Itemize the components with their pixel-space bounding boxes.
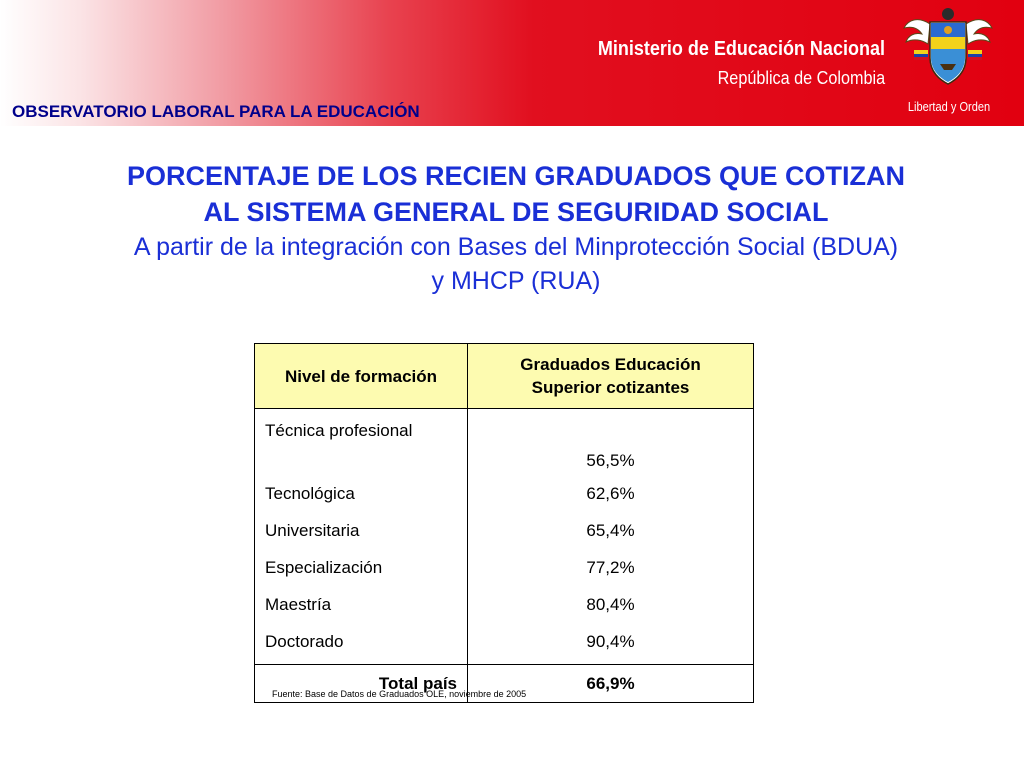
- graduates-table: [254, 343, 754, 703]
- title-line-1: PORCENTAJE DE LOS RECIEN GRADUADOS QUE COTIZAN: [126, 161, 906, 191]
- pct-cell: 62,6%: [468, 475, 754, 512]
- observatorio-label: OBSERVATORIO LABORAL PARA LA EDUCACIÓN: [12, 102, 420, 121]
- ministry-name: Ministerio de Educación Nacional: [597, 38, 885, 60]
- column-header-level: Nivel de formación: [255, 344, 468, 409]
- table-row: [255, 409, 754, 476]
- subtitle-line-1: A partir de la integración con Bases del Minprotección Social (BDUA): [133, 233, 899, 261]
- condor-wing-right-icon: [966, 20, 992, 44]
- table-row: [255, 586, 754, 623]
- shield-pomegranate-icon: [944, 26, 952, 34]
- level-cell: Tecnológica: [255, 475, 468, 512]
- table-header-row: [255, 344, 754, 409]
- title-block: [30, 158, 1002, 298]
- column-header-pct: [468, 344, 754, 409]
- flag-left-red-icon: [914, 57, 928, 60]
- title-line-2: AL SISTEMA GENERAL DE SEGURIDAD SOCIAL: [203, 197, 829, 227]
- table-row: [255, 512, 754, 549]
- table-row: [255, 623, 754, 665]
- condor-head-icon: [942, 8, 954, 20]
- coat-of-arms-icon: [900, 6, 996, 94]
- flag-right-red-icon: [968, 57, 982, 60]
- total-pct: 66,9%: [468, 665, 754, 703]
- subtitle-line-2: y MHCP (RUA): [431, 267, 601, 295]
- condor-wing-left-icon: [904, 20, 930, 44]
- level-cell: Maestría: [255, 586, 468, 623]
- pct-cell: 77,2%: [468, 549, 754, 586]
- level-cell: Doctorado: [255, 623, 468, 665]
- pct-cell: 90,4%: [468, 623, 754, 665]
- shield-middle-band-icon: [931, 37, 965, 49]
- column-header-pct-line2: Superior cotizantes: [531, 378, 690, 397]
- table-row: [255, 475, 754, 512]
- level-cell: Universitaria: [255, 512, 468, 549]
- flag-left-blue-icon: [914, 54, 928, 57]
- republic-name: República de Colombia: [717, 68, 885, 88]
- source-note: Fuente: Base de Datos de Graduados OLE, noviembre de 2005: [272, 689, 527, 699]
- pct-cell: 65,4%: [468, 512, 754, 549]
- total-label: Total país: [255, 665, 468, 703]
- motto: Libertad y Orden: [907, 99, 991, 114]
- table-row: [255, 549, 754, 586]
- flag-right-blue-icon: [968, 54, 982, 57]
- pct-cell: 80,4%: [468, 586, 754, 623]
- pct-cell: 56,5%: [468, 409, 754, 476]
- flag-right-icon: [968, 50, 982, 54]
- level-cell: Especialización: [255, 549, 468, 586]
- column-header-pct-line1: Graduados Educación: [520, 355, 701, 374]
- flag-left-icon: [914, 50, 928, 54]
- level-cell: Técnica profesional: [255, 409, 468, 476]
